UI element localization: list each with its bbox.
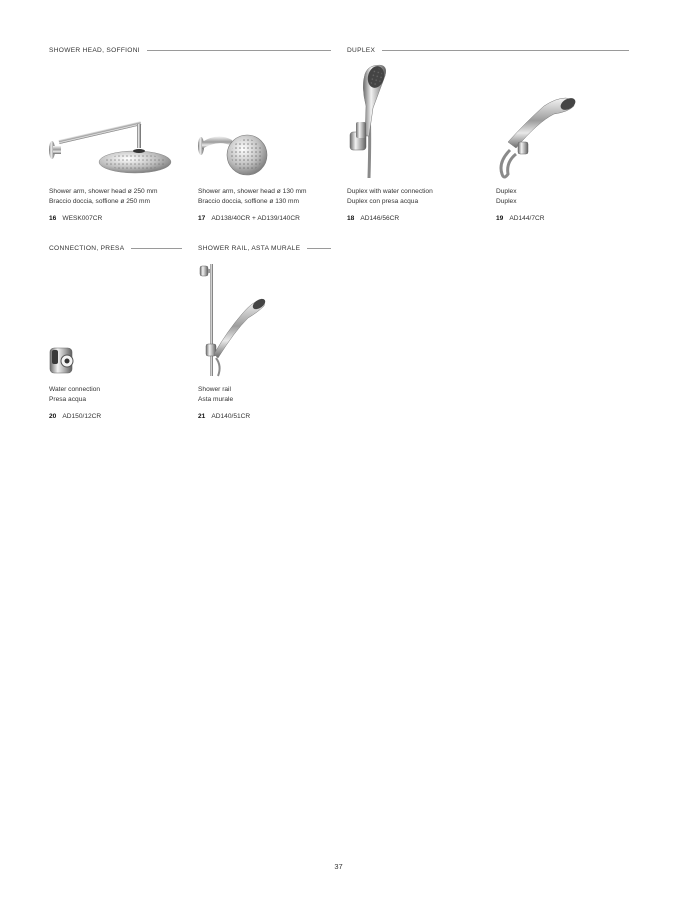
product-code — [49, 215, 102, 222]
product-description — [49, 385, 100, 406]
divider — [382, 50, 629, 51]
product-sku: AD144/7CR — [509, 215, 545, 222]
description-en: Shower rail — [198, 386, 231, 393]
product-description — [198, 385, 233, 406]
product-sku: AD146/56CR — [360, 215, 400, 222]
description-it: Presa acqua — [49, 396, 87, 404]
description-it: Duplex — [496, 198, 517, 206]
section-header-shower-rail — [198, 242, 331, 254]
description-en: Duplex with water connection — [347, 188, 433, 195]
description-it: Duplex con presa acqua — [347, 198, 419, 206]
shower-rail-image — [198, 260, 338, 378]
description-en: Water connection — [49, 386, 101, 393]
description-en: Shower arm, shower head ø 130 mm — [198, 188, 307, 195]
product-description — [496, 187, 517, 208]
shower-head-250-image — [49, 62, 189, 180]
description-en: Duplex — [496, 188, 517, 195]
product-description — [198, 187, 306, 208]
section-title: SHOWER HEAD, SOFFIONI — [49, 46, 140, 54]
page-number: 37 — [334, 862, 343, 871]
section-title: CONNECTION, PRESA — [49, 244, 125, 252]
section-header-shower-head — [49, 44, 331, 56]
section-title: SHOWER RAIL, ASTA MURALE — [198, 244, 301, 252]
product-number: 16 — [49, 215, 57, 222]
product-sku: AD138/40CR + AD139/140CR — [211, 215, 300, 222]
product-number: 20 — [49, 413, 57, 420]
divider — [307, 248, 331, 249]
product-sku: AD140/51CR — [211, 413, 251, 420]
product-number: 19 — [496, 215, 504, 222]
description-it: Braccio doccia, soffione ø 250 mm — [49, 198, 151, 206]
shower-head-130-image — [198, 62, 338, 180]
duplex-image — [496, 62, 636, 180]
water-connection-image — [49, 260, 189, 378]
divider — [147, 50, 331, 51]
duplex-with-connection-image — [347, 62, 487, 180]
product-number: 18 — [347, 215, 355, 222]
product-code — [198, 413, 250, 420]
section-header-duplex — [347, 44, 629, 56]
divider — [131, 248, 182, 249]
product-code — [49, 413, 101, 420]
product-code — [198, 215, 300, 222]
description-it: Asta murale — [198, 396, 234, 404]
product-sku: WESK007CR — [62, 215, 103, 222]
section-header-connection — [49, 242, 182, 254]
product-number: 21 — [198, 413, 206, 420]
section-title: DUPLEX — [347, 46, 376, 54]
product-description — [347, 187, 433, 208]
product-number: 17 — [198, 215, 206, 222]
product-sku: AD150/12CR — [62, 413, 102, 420]
product-code — [347, 215, 399, 222]
product-code — [496, 215, 545, 222]
description-en: Shower arm, shower head ø 250 mm — [49, 188, 158, 195]
description-it: Braccio doccia, soffione ø 130 mm — [198, 198, 300, 206]
product-description — [49, 187, 157, 208]
